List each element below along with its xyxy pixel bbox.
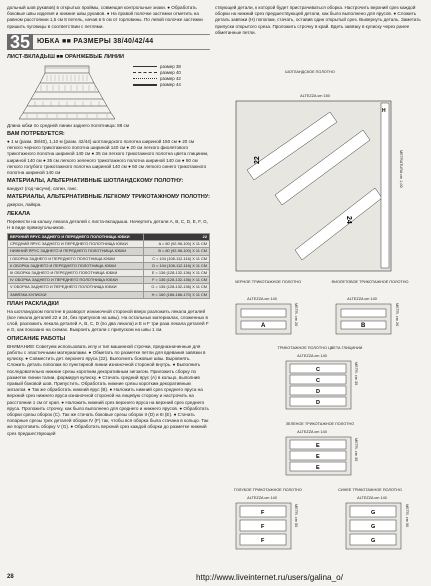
tartan-altezza: ALTEZZA cm 150 (300, 94, 330, 98)
skirt-sketch (7, 64, 127, 120)
layout-diagrams (215, 70, 425, 570)
green-metr: METR. cm 35 (354, 438, 358, 462)
work-text: ВНИМАНИЕ! Советуем использовать иглу и тип машинной строчки, предназначенные для работы с эластичными материалами. ● Обметать по разметке петли для вдевания завязки в кулиску. ● Совместить дет. верхнего яруса (22). Выполнить боковые швы. Выровнять. Сложить деталь пополам по пунктирной линии изнаночной стороной внутрь. ● Выполнить последовательно нижние срезы коротким декоративным зигзагом. Приложить сборку по разметке линии талии, формируя кулиску. ● Стачать средний ярус (A) в кольцо, выполнив правый боковой шов. Припустить. Обработать нижние срезы коротким декоративным зигзагом. ● Так же обработать нижний ярус (B). ● Наложить нижний срез среднего яруса на верхний срез нижнего яруса изнаночной стороной на лицевую сторону и настрочить на расстоянии 1 см от края. ● Наложить нижний срез верхнего яруса на верхний срез среднего яруса. Проложить строчку, как было выполнено для среднего и нижнего ярусов. ● Обработать оборки срезы оборок (C). Так же стачать боковые срезы оборок II (D) и III (E). ● Стачать попарные срезы трех деталей оборки IV (F) так, чтобы вся оборка была стачана в кольцо. Так же подготовить оборку V (G). ● Обработать верхний срез каждой оборки до разметке нижний срез предшествующей (7, 343, 209, 436)
needed-heading: ВАМ ПОТРЕБУЕТСЯ: (7, 131, 65, 138)
table-cell-name: V ОБОРКА ЗАДНЕГО И ПЕРЕДНЕГО ПОЛОТНИЩА ЮБКИ (8, 284, 144, 291)
wisteria-diagram (285, 360, 355, 412)
source-credit[interactable]: http://www.liveinternet.ru/users/galina_o/ (196, 573, 343, 582)
table-row (8, 270, 210, 277)
black-metr: METR. cm 20 (294, 303, 298, 327)
table-cell-name: III ОБОРКА ЗАДНЕГО И ПЕРЕДНЕГО ПОЛОТНИЩА ЮБКИ (8, 270, 144, 277)
layout-heading: ПЛАН РАСКЛАДКИ (7, 300, 59, 307)
piece-b: B (361, 323, 366, 329)
pattern-heading (7, 31, 210, 52)
piece-e: E (316, 443, 320, 449)
size-item: размер 38 (133, 64, 181, 70)
table-cell-size: C = 104 (108-112-116) X 11 СМ (143, 255, 209, 262)
lekala-heading: ЛЕКАЛА (7, 210, 31, 217)
piece-g: G (371, 538, 376, 544)
violet-altezza: ALTEZZA cm 140 (347, 297, 377, 301)
materials1-heading: МАТЕРИАЛЫ, АЛЬТЕРНАТИВНЫЕ ШОТЛАНДСКОМУ ПОЛОТНУ: (7, 178, 184, 185)
lekala-text: Перевести на кальку лекала деталей с листа-вкладыша. Начертить детали A, B, C, D, E, F, G, H в виде прямоугольников. (7, 218, 208, 230)
piece-f: F (261, 524, 265, 530)
table-cell-name: IV ОБОРКА ЗАДНЕГО И ПЕРЕДНЕГО ПОЛОТНИЩА ЮБКИ (8, 277, 144, 284)
intro-paragraph: дольный шов рукавов) в открытых проймы, совмещая контрольные знаки. ● Обработать боковые швы изделия и нижние швы рукавов. ● На правой полочке застежки отметить на равном расстоянии 1,5 см 8 петель, начав в 5 см от горловины. По левой полочке застежки пришить пуговицы в соответствии с петлями. (7, 5, 203, 29)
piece-g: G (371, 510, 376, 516)
table-row (8, 241, 210, 248)
piece-h: H (382, 108, 386, 114)
table-cell-size: E = 136 (128-132-136) X 11 СМ (143, 270, 209, 277)
black-altezza: ALTEZZA cm 140 (247, 297, 277, 301)
navy-diagram (345, 502, 405, 552)
wisteria-metr: METR. cm 35 (354, 362, 358, 386)
table-cell-name: I ОБОРКА ЗАДНЕГО И ПЕРЕДНЕГО ПОЛОТНИЩА ЮБКИ (8, 255, 144, 262)
green-altezza: ALTEZZA cm 140 (297, 430, 327, 434)
piece-d: D (316, 389, 320, 395)
piece-f: F (261, 538, 265, 544)
table-row (8, 248, 210, 255)
sheet-label: ЛИСТ-ВКЛАДЫШ ■■ ОРАНЖЕВЫЕ ЛИНИИ (7, 53, 124, 60)
work-heading: ОПИСАНИЕ РАБОТЫ (7, 335, 66, 342)
materials2-heading: МАТЕРИАЛЫ, АЛЬТЕРНАТИВНЫЕ ЛЕГКОМУ ТРИКОТАЖНОМУ ПОЛОТНУ: (7, 194, 210, 201)
pattern-number: 35 (7, 34, 33, 50)
table-cell-size: G = 136 (128-132-136) X 11 СМ (143, 284, 209, 291)
green-label: ЗЕЛЕНОЕ ТРИКОТАЖНОЕ ПОЛОТНО (285, 422, 355, 426)
navy-altezza: ALTEZZA cm 140 (357, 496, 387, 500)
black-label: ЧЕРНОЕ ТРИКОТАЖНОЕ ПОЛОТНО (234, 280, 302, 284)
blue-metr: METR. cm 50 (294, 504, 298, 528)
piece-e: E (316, 465, 320, 471)
pattern-title: ЮБКА ■■ РАЗМЕРЫ 38/40/42/44 (37, 37, 154, 45)
piece-f: F (261, 510, 265, 516)
piece-e: E (316, 454, 320, 460)
page-number: 28 (7, 574, 14, 580)
piece-d: D (316, 400, 320, 406)
table-row (8, 262, 210, 269)
pieces-table (7, 233, 210, 299)
piece-c: C (316, 378, 320, 384)
table-cell-name: СРЕДНИЙ ЯРУС ЗАДНЕГО И ПЕРЕДНЕГО ПОЛОТНИЩА ЮБКИ (8, 241, 144, 248)
table-row (8, 284, 210, 291)
table-cell-size: B = 80 (92-96-100) X 11 СМ (143, 248, 209, 255)
materials2-text: джерси, лайкра. (7, 202, 42, 208)
green-diagram (285, 436, 355, 478)
table-cell-size: F = 136 (128-132-136) X 11 СМ (143, 277, 209, 284)
tartan-label: ШОТЛАНДСКОЕ ПОЛОТНО (285, 70, 335, 74)
black-diagram (235, 303, 295, 338)
table-row (8, 277, 210, 284)
violet-diagram (335, 303, 395, 338)
table-row (8, 291, 210, 298)
size-item: размер 44 (133, 82, 181, 88)
piece-22: 22 (254, 156, 261, 164)
table-cell-name: II ОБОРКА ЗАДНЕГО И ПЕРЕДНЕГО ПОЛОТНИЩА ЮБКИ (8, 262, 144, 269)
piece-24: 24 (345, 216, 352, 224)
tartan-diagram (235, 100, 400, 275)
tartan-metr: METRATURA cm 1,00 (399, 150, 403, 188)
table-cell-size: D = 104 (108-112-116) X 11 СМ (143, 262, 209, 269)
wisteria-altezza: ALTEZZA cm 140 (297, 354, 327, 358)
layout-text: На шотландском полотне в разворот изнаночной стороной вверх разложить лекала деталей (все лекала деталей 22 и 24, без припусков на швы). На остальных материалах, сложенных в слой, разложить лекала деталей A, B, C, D (по два лекала) и E и F три раза лекала деталей F и G, как показано на схемах. Выкроить детали с припуском на швы 1 см. (7, 308, 209, 333)
table-cell-name: ЗАВЯЗКА КУЛИСКИ (8, 291, 144, 298)
needed-text: ● 1 м (разм. 38/40), 1,10 м (разм. 42/44) шотландского полотна шириной 150 см ● 20 см легкого черного трикотажного полотна шириной 140 см ● 20 см легкого фиолетового трикотажного полотна шириной 140 см ● 35 см легкого трикотажного полотна цвета глицинии, шириной 140 см ● 35 см легкого зеленого трикотажного полотна шириной 140 см ● 50 см легкого голубого трикотажного полотна шириной 140 см ● 50 см легкого синего трикотажного полотна шириной 140 см (7, 139, 209, 176)
table-row (8, 255, 210, 262)
table-cell-size: H = 160 (166-166-170) X 11 СМ (143, 291, 209, 298)
piece-a: A (261, 323, 266, 329)
length-note: Длина юбки по средней линии заднего полотнища: 88 см (7, 122, 129, 128)
blue-altezza: ALTEZZA cm 140 (247, 496, 277, 500)
right-text: ствующей детали, к которой будет пристрачиваться оборка. Настрочить верхний срез каждой оборки на нижний срез предшествующей детали, как было выполнено для ярусов. ● Сложить деталь завязки (H) пополам, стачать, оставив один открытый срез. Вывернуть деталь. Заметать припуски открытого среза. Проложить строчку в край. Вдеть завязку в кулиску через ранее обметанные петли. (215, 5, 421, 35)
materials1-text: вандукт (год часучи), сатин, ганс. (7, 186, 78, 192)
left-column (7, 5, 210, 573)
blue-label: ГОЛУБОЕ ТРИКОТАЖНОЕ ПОЛОТНО (234, 488, 302, 492)
navy-metr: METR. cm 50 (405, 504, 409, 528)
size-item: размер 42 (133, 76, 181, 82)
blue-diagram (235, 502, 295, 552)
piece-g: G (371, 524, 376, 530)
navy-label: СИНЕЕ ТРИКОТАЖНОЕ ПОЛОТНО (338, 488, 402, 492)
table-cell-size: A = 80 (92-96-100) X 11 СМ (143, 241, 209, 248)
table-header-row: ВЕРХНИЙ ЯРУС ЗАДНЕГО И ПЕРЕДНЕГО ПОЛОТНИЩА ЮБКИ 22 (8, 234, 210, 241)
size-item: размер 40 (133, 70, 181, 76)
violet-label: ФИОЛЕТОВОЕ ТРИКОТАЖНОЕ ПОЛОТНО (331, 280, 409, 284)
wisteria-label: ТРИКОТАЖНОЕ ПОЛОТНО ЦВЕТА ГЛИЦИНИИ (277, 346, 363, 350)
size-block (7, 64, 210, 120)
size-legend (133, 64, 181, 88)
table-cell-name: НИЖНИЙ ЯРУС ЗАДНЕГО И ПЕРЕДНЕГО ПОЛОТНИЩА ЮБКИ (8, 248, 144, 255)
piece-c: C (316, 367, 320, 373)
violet-metr: METR. cm 20 (395, 303, 399, 327)
